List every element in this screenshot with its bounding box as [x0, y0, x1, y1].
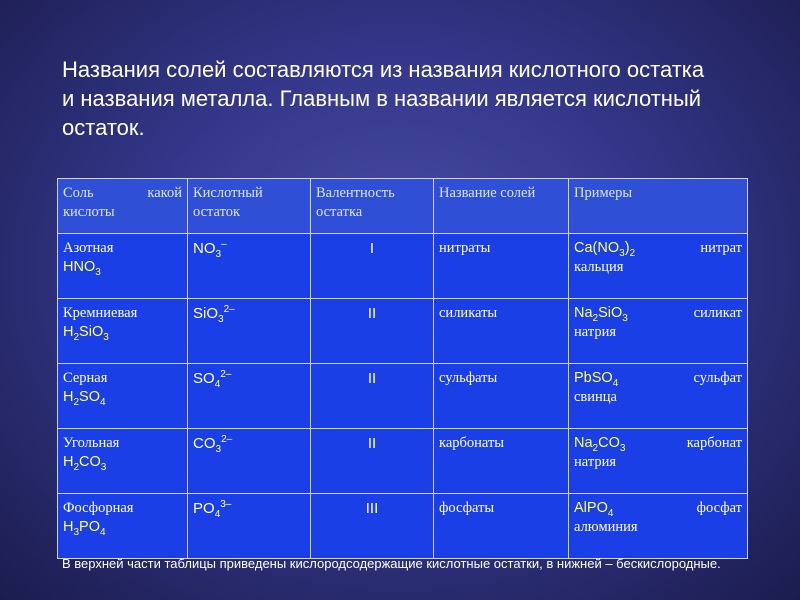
acid-cell	[58, 234, 188, 299]
salt-name: нитраты	[439, 240, 491, 256]
acid-formula-tail: PO	[79, 519, 100, 535]
example-metal: свинца	[574, 389, 617, 405]
example-word: фосфат	[696, 500, 742, 516]
valence-value: III	[365, 500, 379, 517]
example-cell	[569, 364, 748, 429]
residue-cell	[188, 429, 311, 494]
salt-name-cell	[434, 494, 569, 559]
example-formula	[574, 369, 618, 388]
example-cell	[569, 494, 748, 559]
acid-formula-head: HNO	[63, 259, 96, 275]
acid-formula-sub: 3	[95, 266, 101, 278]
salt-name-cell	[434, 429, 569, 494]
example-formula	[574, 239, 635, 258]
example-sub-a: 4	[612, 377, 619, 389]
residue-formula	[193, 369, 232, 390]
salt-name: фосфаты	[439, 500, 495, 516]
example-word: карбонат	[686, 435, 742, 451]
acid-formula-head: H	[63, 389, 74, 405]
residue-charge: –	[221, 239, 227, 250]
residue-formula-head: SO	[193, 370, 215, 387]
valence-value: II	[367, 305, 377, 322]
example-metal: натрия	[574, 324, 617, 340]
example-formula	[574, 499, 613, 518]
acid-formula-sub: 2	[73, 331, 80, 343]
valence-cell	[311, 429, 434, 494]
acid-formula-tail: SiO	[79, 324, 104, 340]
acid-formula	[63, 388, 182, 407]
residue-sub: 3	[215, 249, 222, 260]
salts-table	[57, 178, 748, 559]
salt-name: карбонаты	[439, 435, 505, 451]
acid-formula-head: H	[63, 324, 74, 340]
example-formula-a: Na	[574, 305, 593, 321]
acid-cell	[58, 299, 188, 364]
acid-formula-sub2: 4	[100, 396, 106, 408]
example-word: силикат	[693, 305, 742, 321]
residue-formula-head: CO	[193, 435, 216, 452]
example-sub-a: 3	[619, 247, 625, 259]
slide-title: Названия солей составляются из названия кислотного остатка и названия металла. Главным в названии является кислотный остаток.	[62, 57, 705, 140]
example-cell	[569, 299, 748, 364]
header-examples: Примеры	[569, 179, 748, 234]
acid-cell	[58, 494, 188, 559]
example-formula-a: AlPO	[574, 500, 608, 516]
example-sub-a: 2	[592, 442, 599, 454]
table-row	[58, 364, 748, 429]
example-formula	[574, 304, 628, 323]
acid-name: Серная	[63, 370, 108, 386]
residue-charge: 2–	[220, 369, 232, 380]
example-line	[574, 434, 742, 453]
salt-name: силикаты	[439, 305, 498, 321]
example-metal: натрия	[574, 454, 617, 470]
example-line	[574, 304, 742, 323]
acid-formula-sub: 2	[73, 461, 80, 473]
example-word: сульфат	[693, 370, 742, 386]
example-sub-b: 2	[629, 247, 636, 259]
table-header-row	[58, 179, 748, 234]
valence-cell	[311, 364, 434, 429]
acid-formula-sub: 2	[73, 396, 80, 408]
residue-charge: 2–	[221, 434, 233, 445]
acid-name: Угольная	[63, 435, 120, 451]
acid-cell	[58, 429, 188, 494]
acid-formula-sub2: 3	[103, 331, 109, 343]
acid-formula-head: H	[63, 454, 74, 470]
acid-formula-tail: SO	[79, 389, 100, 405]
example-formula-b: CO	[598, 435, 620, 451]
example-sub-b: 3	[619, 442, 626, 454]
residue-formula	[193, 239, 227, 260]
residue-formula-head: SiO	[193, 305, 219, 322]
valence-value: II	[367, 435, 377, 452]
table-row	[58, 299, 748, 364]
footnote: В верхней части таблицы приведены кислородсодержащие кислотные остатки, в нижней – бескислородные.	[62, 556, 721, 571]
acid-formula	[63, 453, 182, 472]
header-residue: Кислотный остаток	[188, 179, 311, 234]
example-formula-b: )	[624, 240, 630, 256]
residue-formula	[193, 434, 233, 455]
example-formula-a: PbSO	[574, 370, 613, 386]
example-metal: алюминия	[574, 519, 638, 535]
table-row	[58, 234, 748, 299]
acid-name: Азотная	[63, 240, 114, 256]
valence-cell	[311, 299, 434, 364]
residue-cell	[188, 494, 311, 559]
table-row	[58, 494, 748, 559]
example-formula	[574, 434, 625, 453]
example-sub-a: 4	[607, 507, 614, 519]
example-line	[574, 499, 742, 518]
acid-formula-tail: CO	[79, 454, 101, 470]
acid-name: Кремниевая	[63, 305, 138, 321]
header-salt-name: Название солей	[434, 179, 569, 234]
residue-charge: 3–	[220, 499, 232, 510]
example-cell	[569, 429, 748, 494]
example-sub-b: 3	[622, 312, 628, 324]
acid-name: Фосфорная	[63, 500, 134, 516]
acid-formula	[63, 518, 182, 537]
example-cell	[569, 234, 748, 299]
header-acid: Соль какой кислоты	[58, 179, 188, 234]
acid-formula-sub2: 4	[100, 526, 106, 538]
residue-cell	[188, 234, 311, 299]
example-formula-a: Na	[574, 435, 593, 451]
header-valence: Валентность остатка	[311, 179, 434, 234]
residue-sub: 4	[214, 509, 221, 520]
example-metal: кальция	[574, 259, 624, 275]
residue-cell	[188, 299, 311, 364]
example-word: нитрат	[700, 240, 742, 256]
residue-formula	[193, 304, 235, 325]
residue-formula	[193, 499, 232, 520]
residue-formula-head: NO	[193, 240, 216, 257]
acid-formula-head: H	[63, 519, 74, 535]
example-line	[574, 239, 742, 258]
residue-formula-head: PO	[193, 500, 215, 517]
acid-formula	[63, 258, 182, 277]
table-row	[58, 429, 748, 494]
valence-cell	[311, 234, 434, 299]
example-formula-a: Ca(NO	[574, 240, 620, 256]
example-formula-b: SiO	[598, 305, 623, 321]
salt-name-cell	[434, 299, 569, 364]
salt-name: сульфаты	[439, 370, 498, 386]
residue-charge: 2–	[223, 304, 235, 315]
residue-sub: 3	[218, 314, 224, 325]
salt-name-cell	[434, 234, 569, 299]
residue-sub: 4	[214, 379, 221, 390]
salt-name-cell	[434, 364, 569, 429]
acid-cell	[58, 364, 188, 429]
valence-value: II	[367, 370, 377, 387]
valence-value: I	[369, 240, 375, 257]
example-sub-a: 2	[592, 312, 599, 324]
valence-cell	[311, 494, 434, 559]
residue-sub: 3	[215, 444, 222, 455]
acid-formula	[63, 323, 182, 342]
acid-formula-sub: 3	[73, 526, 80, 538]
residue-cell	[188, 364, 311, 429]
acid-formula-sub2: 3	[100, 461, 107, 473]
example-line	[574, 369, 742, 388]
